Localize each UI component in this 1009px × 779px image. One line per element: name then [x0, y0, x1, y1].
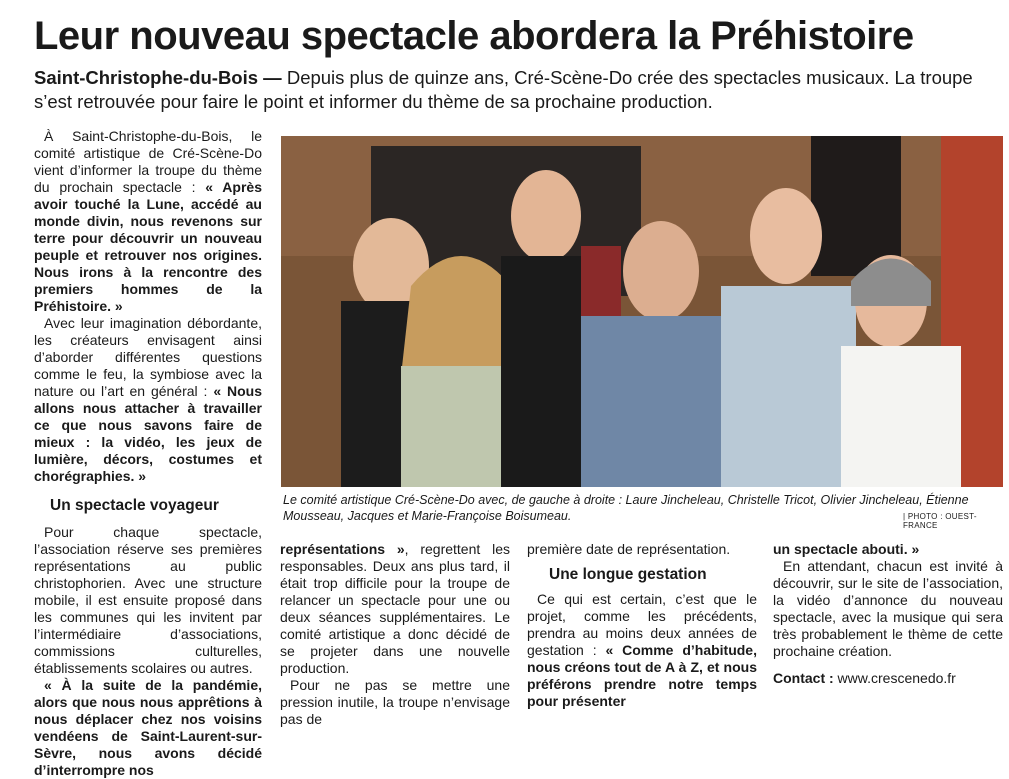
- paragraph-text: , regrettent les responsables. Deux ans plus tard, il était trop difficile pour la troupe de relancer un spectacle pour une ou deux séances supplémentaires. Le comité artistique a donc décidé de se projeter dans une nouvelle production.: [280, 541, 510, 676]
- article-lead: [34, 66, 994, 114]
- paragraph-text: Avec leur imagination débordante, les créateurs envisagent ainsi d’aborder différentes questions comme le feu, la symbiose avec la nature ou l’art en général :: [34, 315, 262, 399]
- contact-label: Contact :: [773, 670, 834, 686]
- quote-text: « Nous allons nous attacher à travailler ce que nous savons faire de mieux : la vidéo, les jeux de lumière, décors, costumes et chorégraphies. »: [34, 383, 262, 484]
- subheading-gestation: Une longue gestation: [549, 566, 707, 583]
- quote-text: un spectacle abouti. »: [773, 541, 920, 557]
- paragraph: Pour ne pas se mettre une pression inutile, la troupe n’envisage pas de: [280, 677, 510, 727]
- article-title: Leur nouveau spectacle abordera la Préhistoire: [34, 14, 914, 58]
- contact-link[interactable]: www.crescenedo.fr: [833, 670, 956, 686]
- column-1: [34, 128, 262, 779]
- quote-text: « À la suite de la pandémie, alors que nous nous apprêtions à nous déplacer chez nos voisins vendéens de Saint-Laurent-sur-Sèvre, nous avons décidé d’interrompre nos: [34, 677, 262, 778]
- paragraph: première date de représentation.: [527, 541, 731, 557]
- column-4: [773, 541, 1003, 687]
- paragraph: [527, 591, 757, 710]
- contact-line: [773, 670, 1003, 687]
- paragraph-text: Ce qui est certain, c’est que le projet, comme les précédents, prendra au moins deux années de gestation :: [527, 591, 757, 658]
- photo-credit: | PHOTO : OUEST-FRANCE: [903, 512, 977, 530]
- group-photo: [281, 136, 1003, 487]
- paragraph: [773, 541, 1003, 558]
- photo-illustration: [281, 136, 1003, 487]
- quote-text: « Après avoir touché la Lune, accédé au monde divin, nous revenons sur terre pour découvrir un nouveau peuple et retrouver nos origines. Nous irons à la rencontre des premiers hommes de la Préhistoire. »: [34, 179, 262, 314]
- quote-text: « Comme d’habitude, nous créons tout de A à Z, et nous préférons prendre notre temps pour présenter: [527, 642, 757, 709]
- column-2: [280, 541, 510, 728]
- lead-text: Depuis plus de quinze ans, Cré-Scène-Do crée des spectacles musicaux. La troupe s’est retrouvée pour faire le point et informer du thème de sa prochaine production.: [34, 67, 973, 112]
- paragraph: En attendant, chacun est invité à découvrir, sur le site de l’association, la vidéo d’annonce du nouveau spectacle, avec la musique qui sera très probablement le thème de cette prochaine création.: [773, 558, 1003, 659]
- paragraph: [34, 677, 262, 779]
- paragraph: [280, 541, 510, 677]
- paragraph: Pour chaque spectacle, l’association réserve ses premières représentations au public christophorien. Avec une structure mobile, il est ensuite proposé dans les communes qui les invitent par l’intermédiaire d’associations, commissions culturelles, établissements scolaires ou autres.: [34, 524, 262, 676]
- lead-place: Saint-Christophe-du-Bois —: [34, 67, 282, 88]
- photo-caption: Le comité artistique Cré-Scène-Do avec, de gauche à droite : Laure Jincheleau, Christelle Tricot, Olivier Jincheleau, Étienne Mousseau, Jacques et Marie-Françoise Boisumeau.: [283, 493, 969, 523]
- paragraph: [34, 128, 262, 315]
- quote-text: représentations »: [280, 541, 405, 557]
- paragraph: [34, 315, 262, 485]
- subheading-voyageur: Un spectacle voyageur: [50, 497, 219, 514]
- paragraph-text: À Saint-Christophe-du-Bois, le comité artistique de Cré-Scène-Do vient d’informer la troupe du thème du prochain spectacle :: [34, 128, 262, 195]
- column-3: [527, 541, 757, 710]
